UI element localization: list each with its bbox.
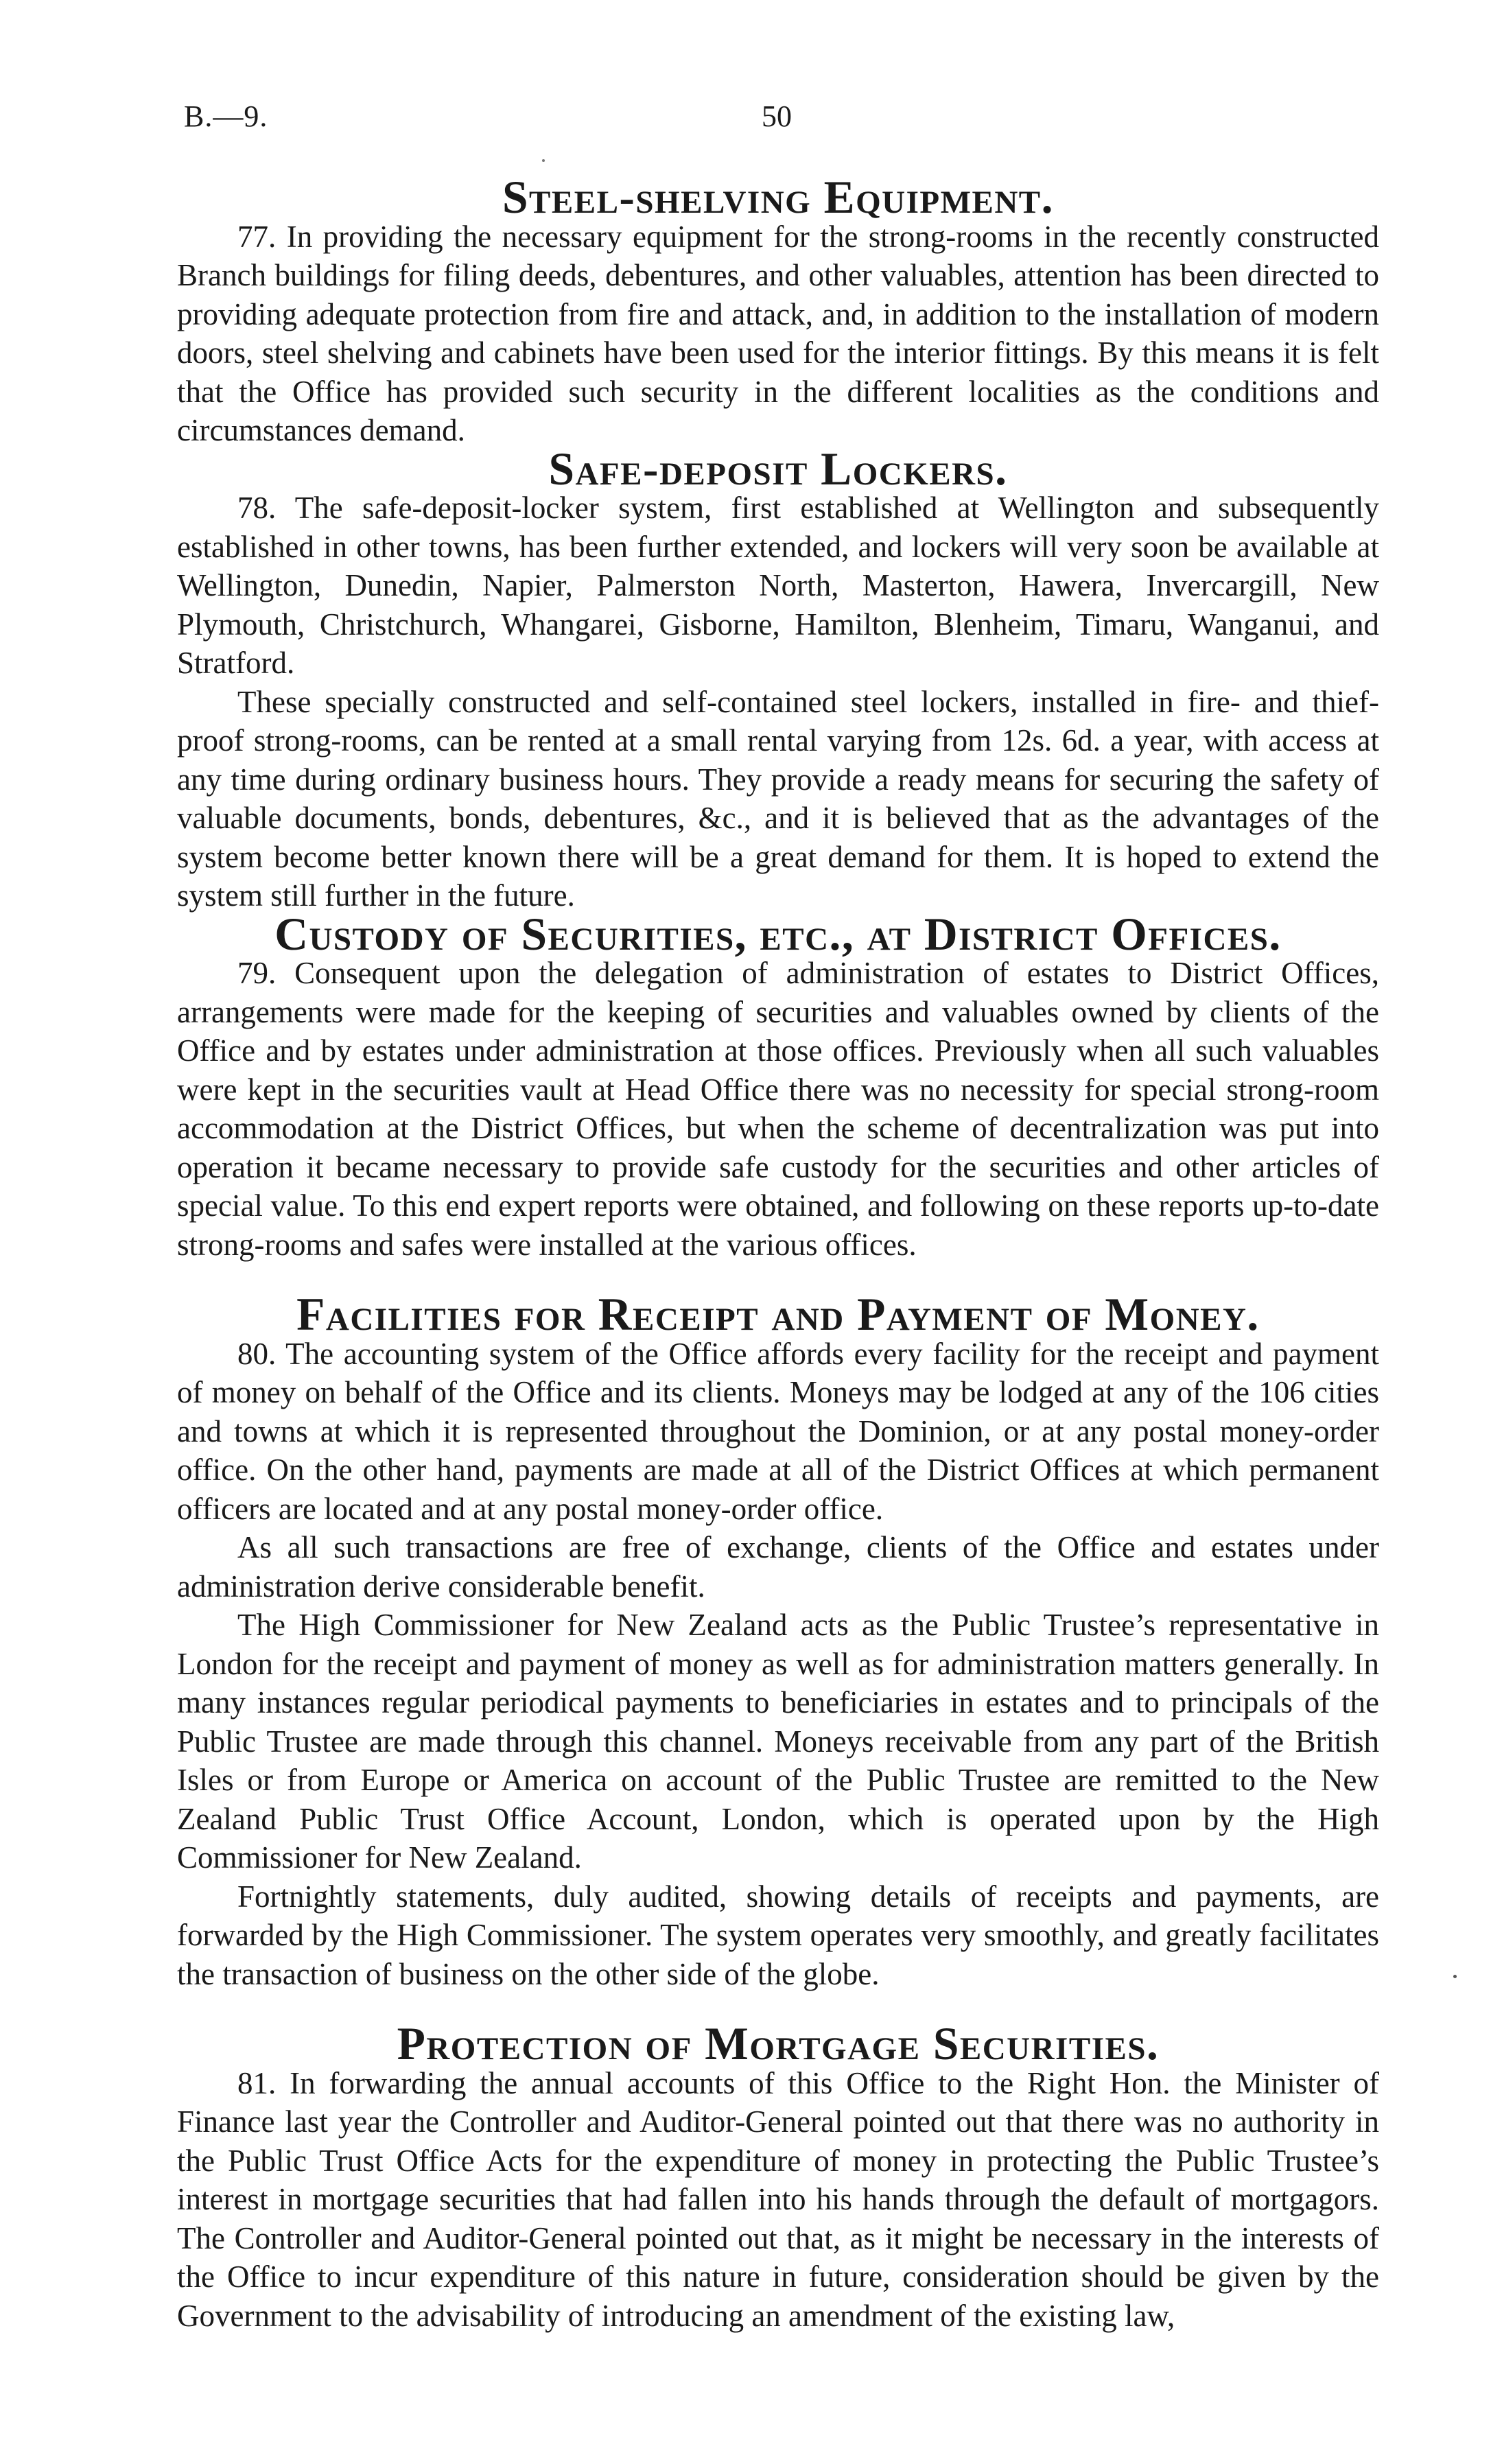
print-speck (1453, 1975, 1457, 1978)
section-heading: Protection of Mortgage Securities. (397, 2018, 1160, 2069)
paragraph-79: 79. Consequent upon the delegation of administration of estates to District Offices, arrangements were made for the keeping of securities and valuables owned by clients of the Office and by estates under administration at those offices. Previously when all such valuables were kept in the securities vault at Head Office there was no necessity for special strong-room accommodation at the District Offices, but when the scheme of decentralization was put into operation it became necessary to provide safe custody for the securities and other articles of special value. To this end expert reports were obtained, and following on these reports up-to-date strong-rooms and safes were installed at the various offices. (177, 956, 1379, 1262)
section-custody-of-securities (177, 908, 1379, 1265)
paragraph-80-statements: Fortnightly statements, duly audited, showing details of receipts and payments, are forwarded by the High Commissioner. The system operates very smoothly, and greatly facilitates the transaction of business on the other side of the globe. (177, 1879, 1379, 1991)
section-facilities-receipt-payment (177, 1289, 1379, 1993)
paragraph-80-high-commissioner: The High Commissioner for New Zealand acts as the Public Trustee’s representative in London for the receipt and payment of money as well as for administration matters generally. In many instances regular periodical payments to beneficiaries in estates and to principals of the Public Trustee are made through this channel. Moneys receivable from any part of the British Isles or from Europe or America on account of the Public Trustee are remitted to the New Zealand Public Trust Office Account, London, which is operated upon by the High Commissioner for New Zealand. (177, 1608, 1379, 1875)
section-steel-shelving (177, 172, 1379, 450)
section-heading: Facilities for Receipt and Payment of Money. (296, 1289, 1260, 1340)
paragraph-80: 80. The accounting system of the Office affords every facility for the receipt and payment of money on behalf of the Office and its clients. Moneys may be lodged at any of the 106 cities and towns at which it is represented throughout the Dominion, or at any postal money-order office. On the other hand, payments are made at all of the District Offices at which permanent officers are located and at any postal money-order office. (177, 1336, 1379, 1526)
paragraph-81: 81. In forwarding the annual accounts of this Office to the Right Hon. the Minister of Finance last year the Controller and Auditor-General pointed out that there was no authority in the Public Trust Office Acts for the expenditure of money in protecting the Public Trustee’s interest in mortgage securities that had fallen into his hands through the default of mortgagors. The Controller and Auditor-General pointed out that, as it might be necessary in the interests of the Office to incur expenditure of this nature in future, consideration should be given by the Government to the advisability of introducing an amendment of the existing law, (177, 2065, 1379, 2333)
paragraph-77: 77. In providing the necessary equipment for the strong-rooms in the recently constructed Branch buildings for filing deeds, debentures, and other valuables, attention has been directed to providing adequate protection from fire and attack, and, in addition to the installation of modern doors, steel shelving and cabinets have been used for the interior fittings. By this means it is felt that the Office has provided such security in the different localities as the conditions and circumstances demand. (177, 219, 1379, 447)
section-protection-mortgage-securities (177, 2018, 1379, 2335)
page-number: 50 (762, 99, 792, 133)
paragraph-78: 78. The safe-deposit-locker system, first established at Wellington and subsequently established in other towns, has been further extended, and lockers will very soon be available at Wellington, Dunedin, Napier, Palmerston North, Masterton, Hawera, Invercargill, New Plymouth, Christchurch, Whangarei, Gisborne, Hamilton, Blenheim, Timaru, Wanganui, and Stratford. (177, 491, 1379, 680)
section-heading: Safe-deposit Lockers. (548, 443, 1008, 495)
section-safe-deposit-lockers (177, 443, 1379, 915)
paragraph-80-exchange: As all such transactions are free of exchange, clients of the Office and estates under administration derive considerable benefit. (177, 1530, 1379, 1604)
document-body (177, 172, 1379, 2335)
section-heading: Steel-shelving Equipment. (502, 172, 1054, 223)
section-heading: Custody of Securities, etc., at District Offices. (274, 908, 1282, 960)
print-speck (542, 159, 545, 162)
document-reference: B.—9. (184, 99, 268, 133)
paragraph-78-continued: These specially constructed and self-contained steel lockers, installed in fire- and thief-proof strong-rooms, can be rented at a small rental varying from 12s. 6d. a year, with access at any time during ordinary business hours. They provide a ready means for securing the safety of valuable documents, bonds, debentures, &c., and it is believed that as the advantages of the system become better known there will be a great demand for them. It is hoped to extend the system still further in the future. (177, 684, 1379, 913)
